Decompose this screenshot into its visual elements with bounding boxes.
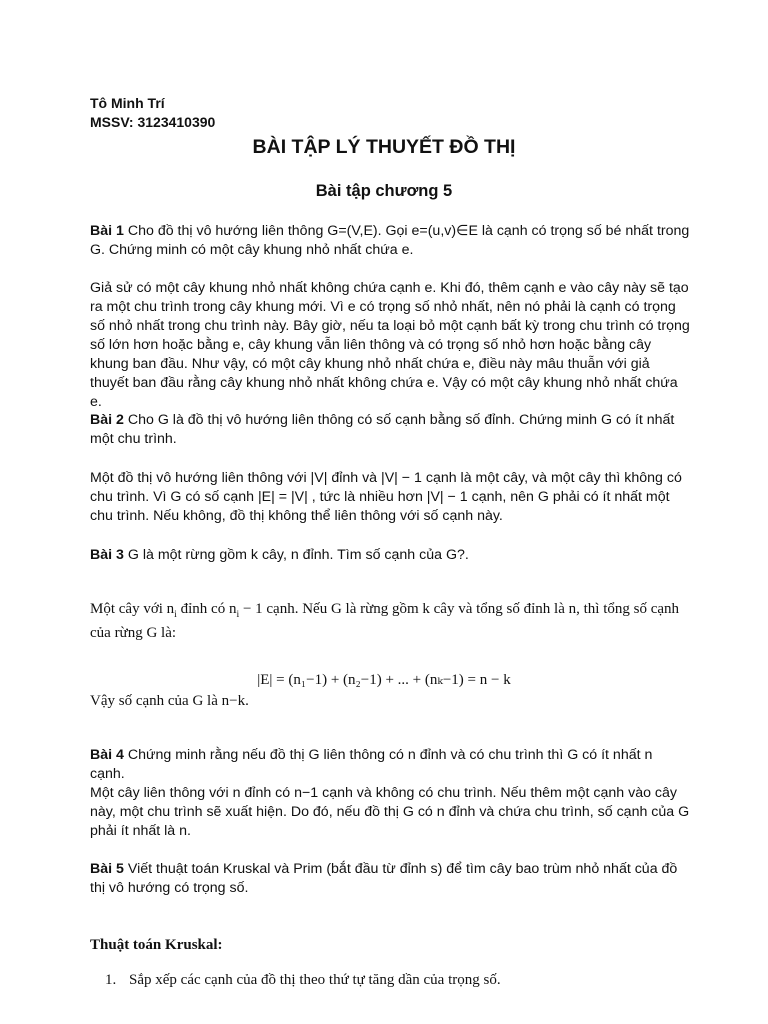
exercise-5-question-text: Viết thuật toán Kruskal và Prim (bắt đầu từ đỉnh s) để tìm cây bao trùm nhỏ nhất của đồ thị vô hướng có trọng số. [90,861,678,896]
exercise-4-label: Bài 4 [90,747,124,763]
list-item-number: 1. [105,972,117,988]
exercise-3-label: Bài 3 [90,547,124,563]
exercise-1-label: Bài 1 [90,223,124,239]
exercise-5-label: Bài 5 [90,861,124,877]
exercise-3-answer-part1: Một cây với n [90,601,175,617]
kruskal-heading: Thuật toán Kruskal: [90,937,223,953]
exercise-1-question-text: Cho đồ thị vô hướng liên thông G=(V,E). Gọi e=(u,v)∈E là cạnh có trọng số bé nhất trong G. Chứng minh có một cây khung nhỏ nhất chứa e. [90,223,690,258]
kruskal-steps-list [105,972,705,989]
exercise-4-question-text: Chứng minh rằng nếu đồ thị G liên thông có n đỉnh và có chu trình thì G có ít nhất n cạnh. [90,747,653,782]
exercise-4-question [90,746,690,784]
exercise-3-question-text: G là một rừng gồm k cây, n đỉnh. Tìm số cạnh của G?. [123,547,469,563]
list-item-text: Sắp xếp các cạnh của đồ thị theo thứ tự tăng dần của trọng số. [129,972,501,988]
chapter-subtitle: Bài tập chương 5 [315,182,453,200]
exercise-3-answer-part2: đỉnh có n [176,601,237,617]
exercise-3-question [90,546,690,565]
author-name: Tô Minh Trí [90,95,165,111]
exercise-2-question [90,411,690,449]
edge-count-equation: |E| = (n₁−1) + (n₂−1) + ... + (nₖ−1) = n − k [257,672,511,688]
exercise-3-conclusion: Vậy số cạnh của G là n−k. [90,693,249,709]
exercise-5-question [90,860,690,898]
exercise-3-answer-part3: − 1 cạnh. Nếu G là rừng gồm k cây và tổng số đỉnh là n, thì tổng số cạnh của rừng G là: [90,601,680,641]
exercise-2-label: Bài 2 [90,412,124,428]
page-title: BÀI TẬP LÝ THUYẾT ĐỒ THỊ [252,136,516,158]
list-item [105,972,705,989]
exercise-2-question-text: Cho G là đồ thị vô hướng liên thông có số cạnh bằng số đỉnh. Chứng minh G có ít nhất một chu trình. [90,412,675,447]
exercise-1-answer: Giả sử có một cây khung nhỏ nhất không chứa cạnh e. Khi đó, thêm cạnh e vào cây này sẽ tạo ra một chu trình trong cây khung mới. Vì e có trọng số nhỏ nhất, nên nó phải là cạnh có trọng số nhỏ nhất trong chu trình này. Bây giờ, nếu ta loại bỏ một cạnh bất kỳ trong chu trình có trọng số lớn hơn hoặc bằng e, cây khung vẫn liên thông và có trọng số nhỏ hơn hoặc bằng cây khung ban đầu. Như vậy, có một cây khung nhỏ nhất chứa e, điều này mâu thuẫn với giả thuyết ban đầu rằng cây khung nhỏ nhất không chứa e. Vậy có một cây khung nhỏ nhất chứa e. [90,280,690,410]
exercise-4-answer: Một cây liên thông với n đỉnh có n−1 cạnh và không có chu trình. Nếu thêm một cạnh vào cây này, một chu trình sẽ xuất hiện. Do đó, nếu đồ thị G có n đỉnh và chứa chu trình, số cạnh của G phải ít nhất là n. [90,785,690,839]
student-id: MSSV: 3123410390 [90,114,216,130]
subscript-i: i [236,609,240,620]
exercise-3-answer [90,600,690,643]
exercise-1-question [90,222,690,260]
subscript-i: i [174,609,177,620]
exercise-2-answer: Một đồ thị vô hướng liên thông với |V| đỉnh và |V| − 1 cạnh là một cây, và một cây thì không có chu trình. Vì G có số cạnh |E| = |V| , tức là nhiều hơn |V| − 1 cạnh, nên G phải có ít nhất một chu trình. Nếu không, đồ thị không thể liên thông với số cạnh này. [90,470,682,524]
